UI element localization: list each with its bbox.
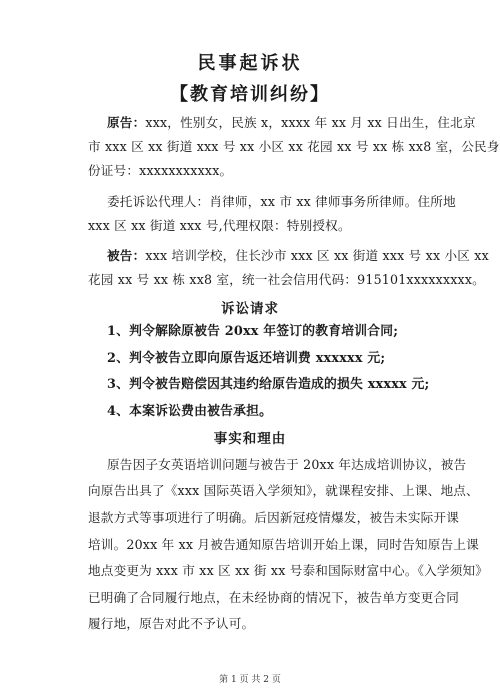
claim-item-2: 2、判令被告立即向原告返还培训费 xxxxxx 元; — [107, 351, 386, 366]
defendant-line-1 — [107, 248, 489, 264]
facts-line-5: 地点变更为 xxx 市 xx 区 xx 街 xx 号泰和国际财富中心。《入学须知》 — [88, 563, 489, 578]
defendant-line-2: 花园 xx 号 xx 栋 xx8 室，统一社会信用代码：915101xxxxxxxxx。 — [88, 272, 485, 287]
claim-item-3: 3、判令被告赔偿因其违约给原告造成的损失 xxxxx 元; — [107, 377, 430, 392]
claims-heading: 诉讼请求 — [221, 301, 279, 317]
facts-line-3: 退款方式等事项进行了明确。后因新冠疫情爆发，被告未实际开课 — [88, 510, 460, 525]
plaintiff-line-3: 份证号：xxxxxxxxxxx。 — [88, 163, 233, 178]
plaintiff-line-2: 市 xxx 区 xx 街道 xxx 号 xx 小区 xx 花园 xx 号 xx 栋 xx8 室，公民身 — [88, 139, 500, 154]
defendant-text-1: xxx 培训学校，住长沙市 xxx 区 xx 街道 xxx 号 xx 小区 xx — [145, 248, 489, 263]
facts-line-2: 向原告出具了《xxx 国际英语入学须知》，就课程安排、上课、地点、 — [88, 483, 479, 498]
defendant-label: 被告： — [107, 248, 146, 263]
facts-line-4: 培训。20xx 年 xx 月被告通知原告培训开始上课，同时告知原告上课 — [88, 537, 479, 552]
plaintiff-label: 原告： — [107, 115, 146, 130]
agent-line-1: 委托诉讼代理人：肖律师，xx 市 xx 律师事务所律师。住所地 — [107, 194, 456, 209]
plaintiff-line-1 — [107, 115, 476, 131]
page-footer: 第 1 页 共 2 页 — [219, 675, 281, 685]
document-subtitle: 【教育培训纠纷】 — [170, 84, 330, 105]
claim-item-4: 4、本案诉讼费由被告承担。 — [107, 404, 273, 419]
agent-line-2: xxx 区 xx 街道 xxx 号,代理权限：特别授权。 — [88, 218, 351, 233]
facts-heading: 事实和理由 — [213, 431, 287, 447]
document-title: 民事起诉状 — [197, 53, 303, 74]
facts-line-1: 原告因子女英语培训问题与被告于 20xx 年达成培训协议，被告 — [107, 457, 467, 472]
plaintiff-text-1: xxx，性别女，民族 x，xxxx 年 xx 月 xx 日出生，住北京 — [145, 115, 476, 130]
facts-line-6: 已明确了合同履行地点，在未经协商的情况下，被告单方变更合同 — [88, 590, 460, 605]
claim-item-1: 1、判令解除原被告 20xx 年签订的教育培训合同; — [107, 324, 399, 339]
facts-line-7: 履行地，原告对此不予认可。 — [88, 616, 255, 631]
